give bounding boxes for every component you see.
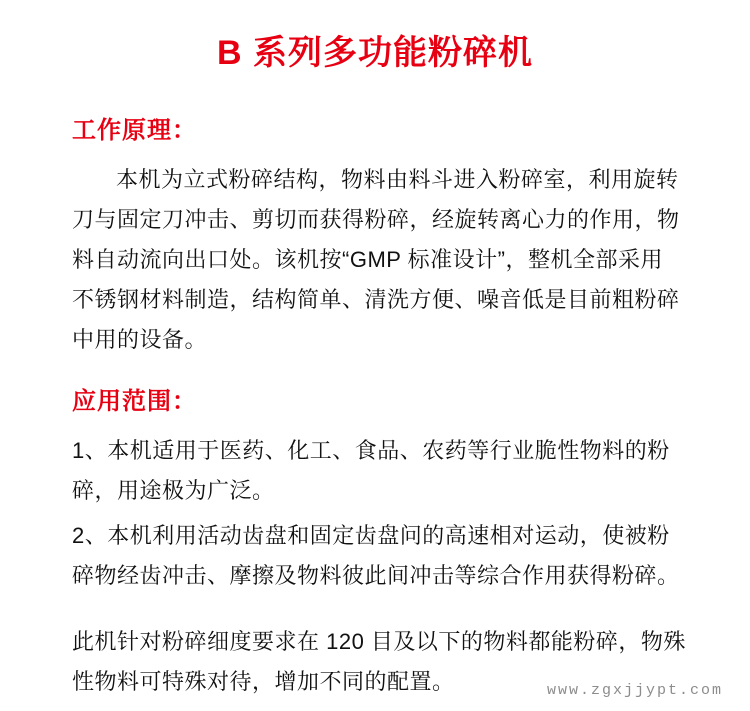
paragraph-line: 料自动流向出口处。该机按“GMP 标准设计”，整机全部采用 (72, 247, 663, 272)
paragraph-line: 中用的设备。 (72, 327, 208, 352)
paragraph-line: 此机针对粉碎细度要求在 120 目及以下的物料都能粉碎，物殊 (72, 629, 686, 654)
working-principle-paragraph (72, 160, 690, 360)
paragraph-line: 1、本机适用于医药、化工、食品、农药等行业脆性物料的粉 (72, 438, 670, 463)
paragraph-line: 2、本机利用活动齿盘和固定齿盘问的高速相对运动，使被粉 (72, 523, 670, 548)
application-scope-list (72, 431, 690, 596)
page-title: B 系列多功能粉碎机 (217, 34, 533, 72)
paragraph-line: 本机为立式粉碎结构，物料由料斗进入粉碎室，利用旋转 (116, 167, 679, 192)
paragraph-line: 性物料可特殊对待，增加不同的配置。 (72, 669, 455, 694)
site-watermark: www.zgxjjypt.com (546, 682, 723, 699)
section-heading-working-principle: 工作原理： (72, 117, 197, 144)
section-heading-application-scope: 应用范围： (72, 388, 197, 415)
paragraph-line: 不锈钢材料制造，结构简单、清洗方便、噪音低是目前粗粉碎 (72, 287, 680, 312)
list-item-2 (72, 516, 690, 596)
paragraph-line: 刀与固定刀冲击、剪切而获得粉碎，经旋转离心力的作用，物 (72, 207, 680, 232)
paragraph-line: 碎物经齿冲击、摩擦及物料彼此间冲击等综合作用获得粉碎。 (72, 563, 680, 588)
paragraph-line: 碎，用途极为广泛。 (72, 478, 275, 503)
list-item-1 (72, 431, 690, 511)
